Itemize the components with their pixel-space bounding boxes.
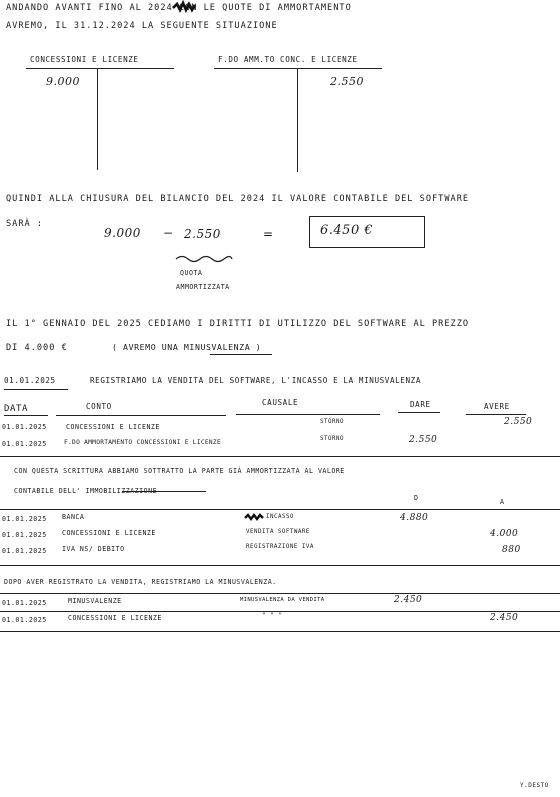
t-account-right-topline — [214, 68, 382, 69]
scribble-mark-2 — [244, 513, 264, 521]
journal3-row-1-date: 01.01.2025 — [2, 599, 47, 607]
journal-divider-6 — [0, 631, 560, 632]
sale-line-1: IL 1° GENNAIO DEL 2025 CEDIAMO I DIRITTI DI UTILIZZO DEL SOFTWARE AL PREZZO — [6, 319, 470, 329]
journal-header-line-account — [56, 415, 226, 416]
journal3-row-2-account: CONCESSIONI E LICENZE — [68, 614, 162, 622]
book-value-b: 2.550 — [184, 227, 221, 241]
journal2-row-1-dare: 4.880 — [400, 513, 429, 523]
journal-header-line-reason — [236, 414, 380, 415]
journal2-row-2-account: CONCESSIONI E LICENZE — [62, 529, 156, 537]
entry-intro-date-underline — [4, 389, 68, 390]
journal-header-line-dare — [398, 412, 440, 413]
book-value-text-1: QUINDI ALLA CHIUSURA DEL BILANCIO DEL 2024 IL VALORE CONTABILE DEL SOFTWARE — [6, 194, 470, 204]
note2-strike — [122, 491, 206, 492]
book-value-text-2: SARÀ : — [6, 219, 44, 229]
journal-row-2-dare: 2.550 — [409, 435, 438, 445]
journal-row-1-avere: 2.550 — [504, 417, 533, 427]
journal-row-2-reason: STORNO — [320, 436, 344, 442]
journal2-row-2-reason: VENDITA SOFTWARE — [246, 529, 310, 535]
journal2-row-2-avere: 4.000 — [490, 529, 519, 539]
journal-header-dare: DARE — [410, 400, 431, 409]
sale-line-2-prefix: DI 4.000 € — [6, 343, 68, 353]
book-value-a: 9.000 — [104, 226, 141, 240]
journal-row-2-account: F.DO AMMORTAMENTO CONCESSIONI E LICENZE — [64, 439, 221, 446]
journal-header-account: CONTO — [86, 402, 112, 411]
book-value-note-1: QUOTA — [180, 269, 203, 277]
book-value-note-2: AMMORTIZZATA — [176, 283, 230, 291]
note2-line-1: CON QUESTA SCRITTURA ABBIAMO SOTTRATTO LA PARTE GIÀ AMMORTIZZATA AL VALORE — [14, 467, 345, 475]
journal2-row-1-account: BANCA — [62, 513, 85, 521]
journal-row-1-account: CONCESSIONI E LICENZE — [66, 423, 160, 431]
journal-header-line-date — [4, 415, 48, 416]
entry-intro-text: REGISTRIAMO LA VENDITA DEL SOFTWARE, L'INCASSO E LA MINUSVALENZA — [90, 376, 421, 385]
note2-line-2: CONTABILE DELL' IMMOBILIZZAZIONE — [14, 487, 158, 495]
journal-header-avere: AVERE — [484, 402, 510, 411]
note3-line-1: DOPO AVER REGISTRATO LA VENDITA, REGISTRIAMO LA MINUSVALENZA. — [4, 578, 277, 586]
journal2-row-3-avere: 880 — [502, 545, 521, 555]
journal-header-line-avere — [466, 414, 526, 415]
t-account-left-stem — [97, 68, 98, 170]
journal2-row-3-reason: REGISTRAZIONE IVA — [246, 544, 314, 550]
journal-header-reason: CAUSALE — [262, 398, 299, 407]
note2-d: D — [414, 494, 419, 502]
t-account-left-topline — [26, 68, 174, 69]
journal-row-1-reason: STORNO — [320, 419, 344, 425]
journal2-row-1-date: 01.01.2025 — [2, 515, 47, 523]
header-line-1: ANDANDO AVANTI FINO AL 2024 CON LE QUOTE DI AMMORTAMENTO — [6, 3, 352, 13]
book-value-result: 6.450 € — [320, 223, 374, 238]
book-value-equals: = — [263, 227, 274, 241]
journal-row-2-date: 01.01.2025 — [2, 440, 47, 448]
journal2-row-3-date: 01.01.2025 — [2, 547, 47, 555]
journal-divider-2 — [0, 509, 560, 510]
journal3-row-1-dare: 2.450 — [394, 595, 423, 605]
scribble-mark — [172, 1, 196, 13]
journal3-row-2-reason: " " " — [262, 612, 283, 619]
journal3-row-2-avere: 2.450 — [490, 613, 519, 623]
wavy-underline — [174, 254, 234, 264]
minusvalenza-underline — [210, 354, 272, 355]
journal2-row-1-reason: INCASSO — [266, 514, 294, 520]
journal-header-date: DATA — [4, 404, 29, 414]
journal2-row-3-account: IVA NS/ DEBITO — [62, 545, 125, 553]
entry-intro-date: 01.01.2025 — [4, 376, 56, 385]
journal-divider-3 — [0, 565, 560, 566]
sale-line-2-paren: ( AVREMO UNA MINUSVALENZA ) — [112, 342, 262, 352]
journal-divider-1 — [0, 456, 560, 457]
t-account-left-title: CONCESSIONI E LICENZE — [30, 55, 139, 64]
t-account-right-value: 2.550 — [330, 75, 364, 88]
note2-a: A — [500, 498, 505, 506]
journal-divider-4 — [0, 593, 560, 594]
t-account-right-title: F.DO AMM.TO CONC. E LICENZE — [218, 55, 358, 64]
header-line-2: AVREMO, IL 31.12.2024 LA SEGUENTE SITUAZIONE — [6, 21, 278, 31]
journal3-row-2-date: 01.01.2025 — [2, 616, 47, 624]
journal-row-1-date: 01.01.2025 — [2, 423, 47, 431]
book-value-minus: − — [163, 226, 174, 240]
footer-signature: Y.DESTO — [520, 782, 549, 789]
journal3-row-1-reason: MINUSVALENZA DA VENDITA — [240, 597, 325, 603]
journal3-row-1-account: MINUSVALENZE — [68, 597, 122, 605]
journal2-row-2-date: 01.01.2025 — [2, 531, 47, 539]
t-account-right-stem — [297, 68, 298, 172]
t-account-left-value: 9.000 — [46, 75, 80, 88]
